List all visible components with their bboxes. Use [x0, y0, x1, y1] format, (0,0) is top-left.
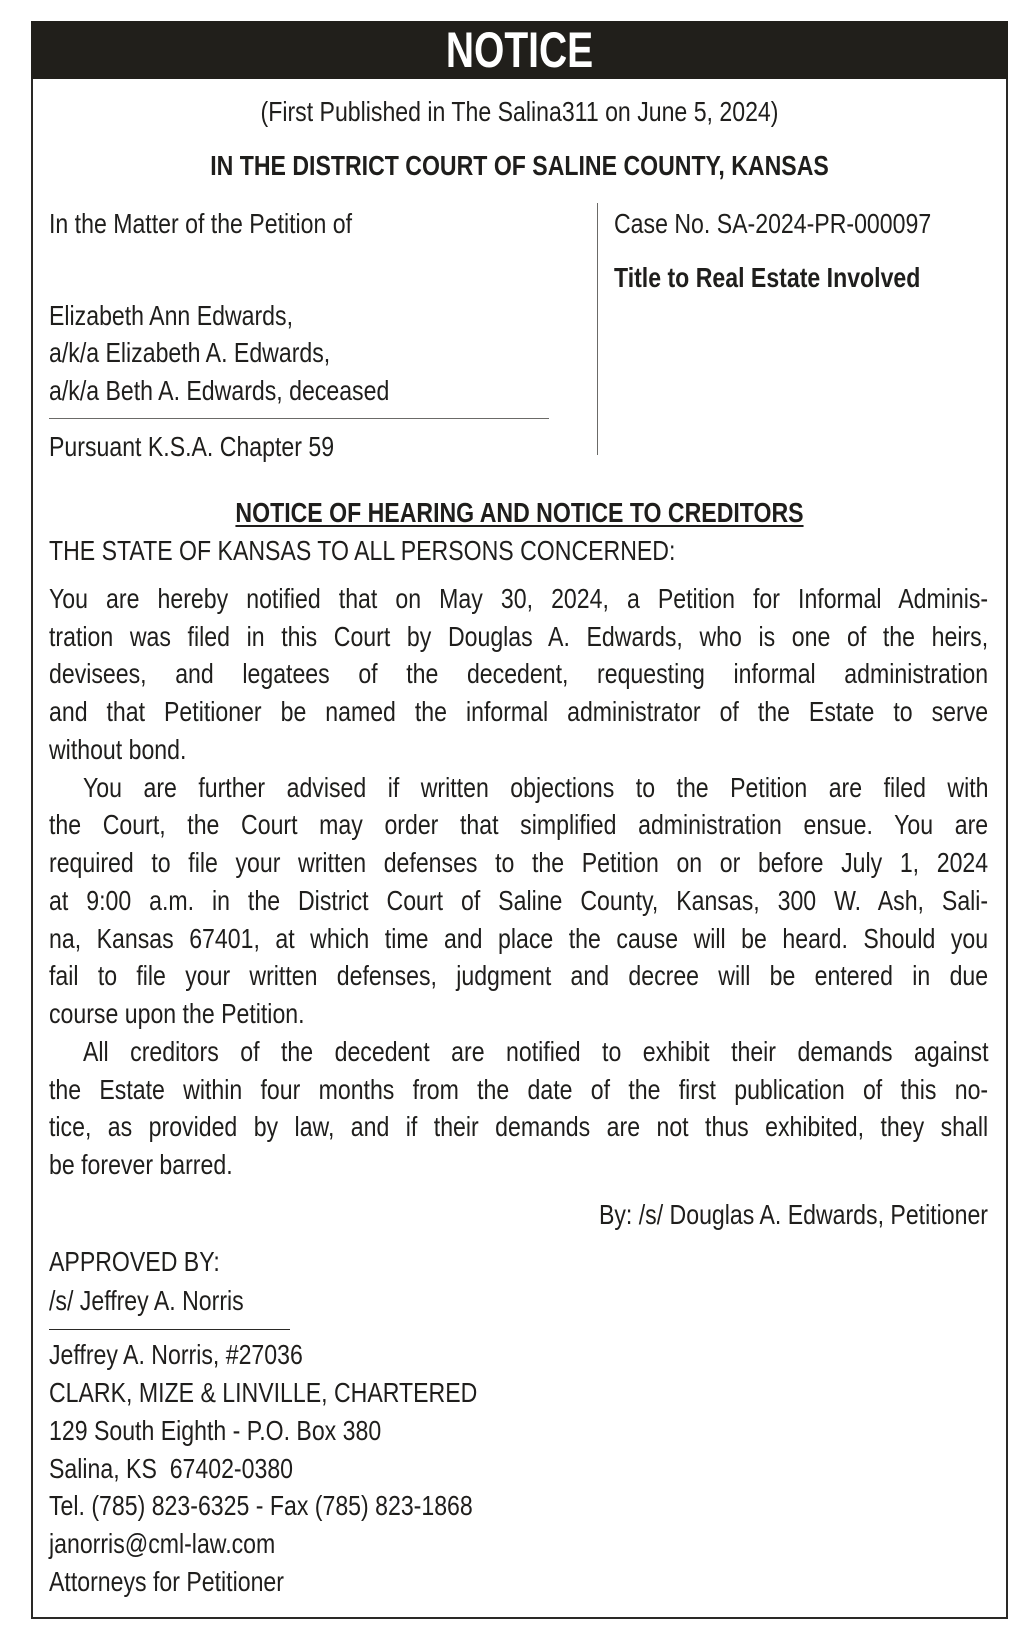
attorney-role: Attorneys for Petitioner — [49, 1566, 284, 1597]
body-line: fail to file your written defenses, judgment and decree will be entered in due — [49, 960, 989, 991]
body-line: na, Kansas 67401, at which time and place the cause will be heard. Should you — [49, 923, 989, 954]
approved-by-label: APPROVED BY: — [49, 1246, 220, 1277]
caption-column-divider — [597, 203, 598, 455]
first-published-line: (First Published in The Salina311 on June 5, 2024) — [260, 96, 779, 127]
law-firm: CLARK, MIZE & LINVILLE, CHARTERED — [49, 1377, 478, 1408]
body-line: required to file your written defenses to the Petition on or before July 1, 2024 — [49, 847, 989, 878]
email-link[interactable]: janorris@cml-law.com — [49, 1528, 276, 1559]
caption-divider — [49, 418, 549, 419]
body-line: the Court, the Court may order that simplified administration ensue. You are — [49, 809, 989, 840]
decedent-name-line: Elizabeth Ann Edwards, — [49, 300, 293, 331]
decedent-aka-line: a/k/a Elizabeth A. Edwards, — [49, 337, 331, 368]
signature-line — [49, 1329, 290, 1330]
title-real-estate-note: Title to Real Estate Involved — [614, 262, 921, 293]
body-line: without bond. — [49, 734, 187, 765]
phone-fax: Tel. (785) 823-6325 - Fax (785) 823-1868 — [49, 1490, 473, 1521]
body-line: the Estate within four months from the date of the first publication of this no- — [49, 1074, 989, 1105]
section-heading-text: NOTICE OF HEARING AND NOTICE TO CREDITORS — [235, 497, 804, 528]
court-heading: IN THE DISTRICT COURT OF SALINE COUNTY, KANSAS — [210, 150, 829, 181]
body-line: tice, as provided by law, and if their demands are not thus exhibited, they shall — [49, 1111, 989, 1142]
matter-intro: In the Matter of the Petition of — [49, 208, 353, 239]
body-line: You are further advised if written objections to the Petition are filed with — [83, 772, 989, 803]
body-line: You are hereby notified that on May 30, 2024, a Petition for Informal Adminis- — [49, 583, 989, 614]
notice-title: NOTICE — [445, 22, 594, 78]
city-state-zip: Salina, KS 67402-0380 — [49, 1453, 294, 1484]
statute-line: Pursuant K.S.A. Chapter 59 — [49, 431, 335, 462]
body-line: and that Petitioner be named the informal administrator of the Estate to serve — [49, 696, 989, 727]
body-line: be forever barred. — [49, 1149, 233, 1180]
body-line: devisees, and legatees of the decedent, requesting informal administration — [49, 658, 989, 689]
petitioner-signature: By: /s/ Douglas A. Edwards, Petitioner — [598, 1199, 988, 1230]
decedent-aka-line: a/k/a Beth A. Edwards, deceased — [49, 375, 390, 406]
attorney-signature: /s/ Jeffrey A. Norris — [49, 1285, 244, 1316]
notice-header-bar — [31, 21, 1008, 79]
body-line: tration was filed in this Court by Douglas A. Edwards, who is one of the heirs, — [49, 621, 989, 652]
salutation: THE STATE OF KANSAS TO ALL PERSONS CONCERNED: — [49, 535, 676, 566]
body-line: course upon the Petition. — [49, 998, 305, 1029]
street-address: 129 South Eighth - P.O. Box 380 — [49, 1415, 382, 1446]
body-line: at 9:00 a.m. in the District Court of Saline County, Kansas, 300 W. Ash, Sali- — [49, 885, 989, 916]
section-heading — [111, 495, 928, 531]
attorney-name: Jeffrey A. Norris, #27036 — [49, 1339, 303, 1370]
case-number: Case No. SA-2024-PR-000097 — [614, 208, 932, 239]
body-line: All creditors of the decedent are notified to exhibit their demands against — [83, 1036, 989, 1067]
